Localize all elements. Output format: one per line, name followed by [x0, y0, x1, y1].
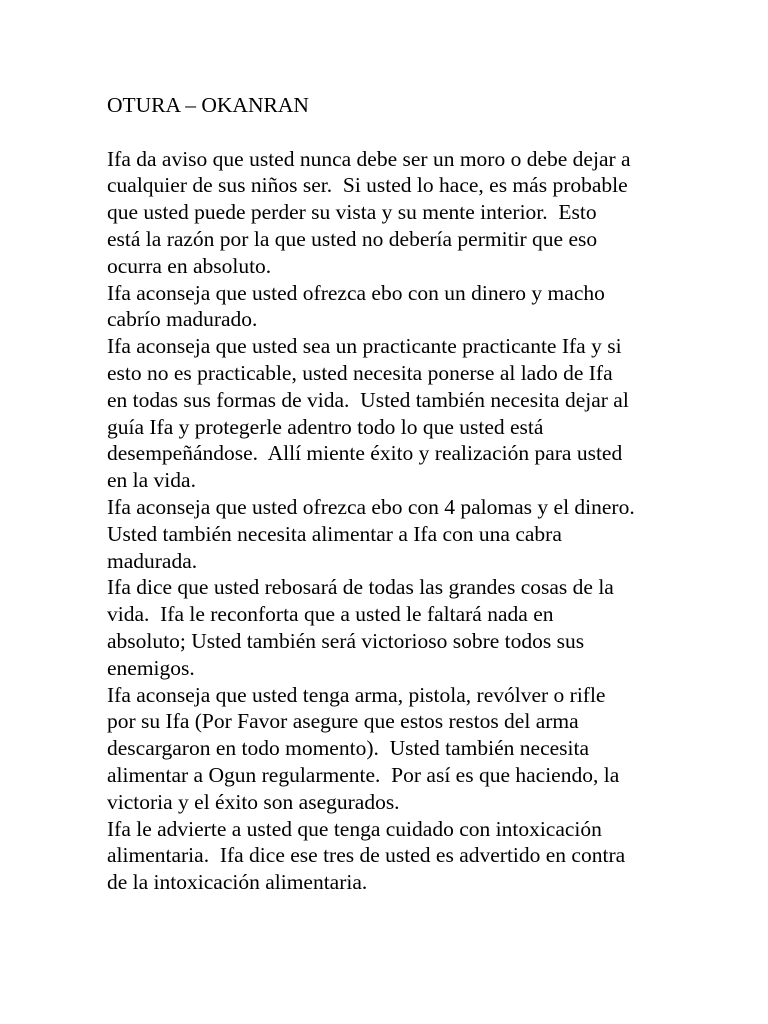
text-line: por su Ifa (Por Favor asegure que estos restos del arma — [107, 709, 579, 734]
text-line: enemigos. — [107, 655, 195, 680]
text-line: Ifa da aviso que usted nunca debe ser un moro o debe dejar a — [107, 146, 631, 171]
text-line: cualquier de sus niños ser. Si usted lo hace, es más probable — [107, 173, 628, 198]
text-line: Ifa aconseja que usted sea un practicante practicante Ifa y si — [107, 334, 622, 359]
text-line: alimentaria. Ifa dice ese tres de usted es advertido en contra — [107, 843, 626, 868]
text-line: ocurra en absoluto. — [107, 253, 272, 278]
document-title: OTURA – OKANRAN — [107, 93, 309, 117]
text-line: absoluto; Usted también será victorioso sobre todos sus — [107, 628, 585, 653]
text-line: esto no es practicable, usted necesita ponerse al lado de Ifa — [107, 360, 613, 385]
text-line: en la vida. — [107, 468, 196, 493]
text-line: Ifa le advierte a usted que tenga cuidado con intoxicación — [107, 816, 602, 841]
text-line: madurada. — [107, 548, 198, 573]
document-body — [107, 146, 707, 896]
text-line: está la razón por la que usted no debería permitir que eso — [107, 226, 598, 251]
text-line: Ifa aconseja que usted tenga arma, pistola, revólver o rifle — [107, 682, 606, 707]
text-line: Ifa aconseja que usted ofrezca ebo con un dinero y macho — [107, 280, 605, 305]
text-line: en todas sus formas de vida. Usted también necesita dejar al — [107, 387, 629, 412]
text-line: alimentar a Ogun regularmente. Por así es que haciendo, la — [107, 762, 620, 787]
text-line: de la intoxicación alimentaria. — [107, 870, 368, 895]
text-line: desempeñándose. Allí miente éxito y realización para usted — [107, 441, 623, 466]
text-line: Usted también necesita alimentar a Ifa con una cabra — [107, 521, 562, 546]
document-page — [107, 92, 707, 896]
text-line: cabrío madurado. — [107, 307, 258, 332]
text-line: guía Ifa y protegerle adentro todo lo que usted está — [107, 414, 544, 439]
text-line: Ifa aconseja que usted ofrezca ebo con 4 palomas y el dinero. — [107, 494, 635, 519]
text-line: descargaron en todo momento). Usted también necesita — [107, 736, 590, 761]
text-line: Ifa dice que usted rebosará de todas las grandes cosas de la — [107, 575, 614, 600]
text-line: victoria y el éxito son asegurados. — [107, 789, 400, 814]
text-line: vida. Ifa le reconforta que a usted le faltará nada en — [107, 602, 554, 627]
text-line: que usted puede perder su vista y su mente interior. Esto — [107, 200, 597, 225]
